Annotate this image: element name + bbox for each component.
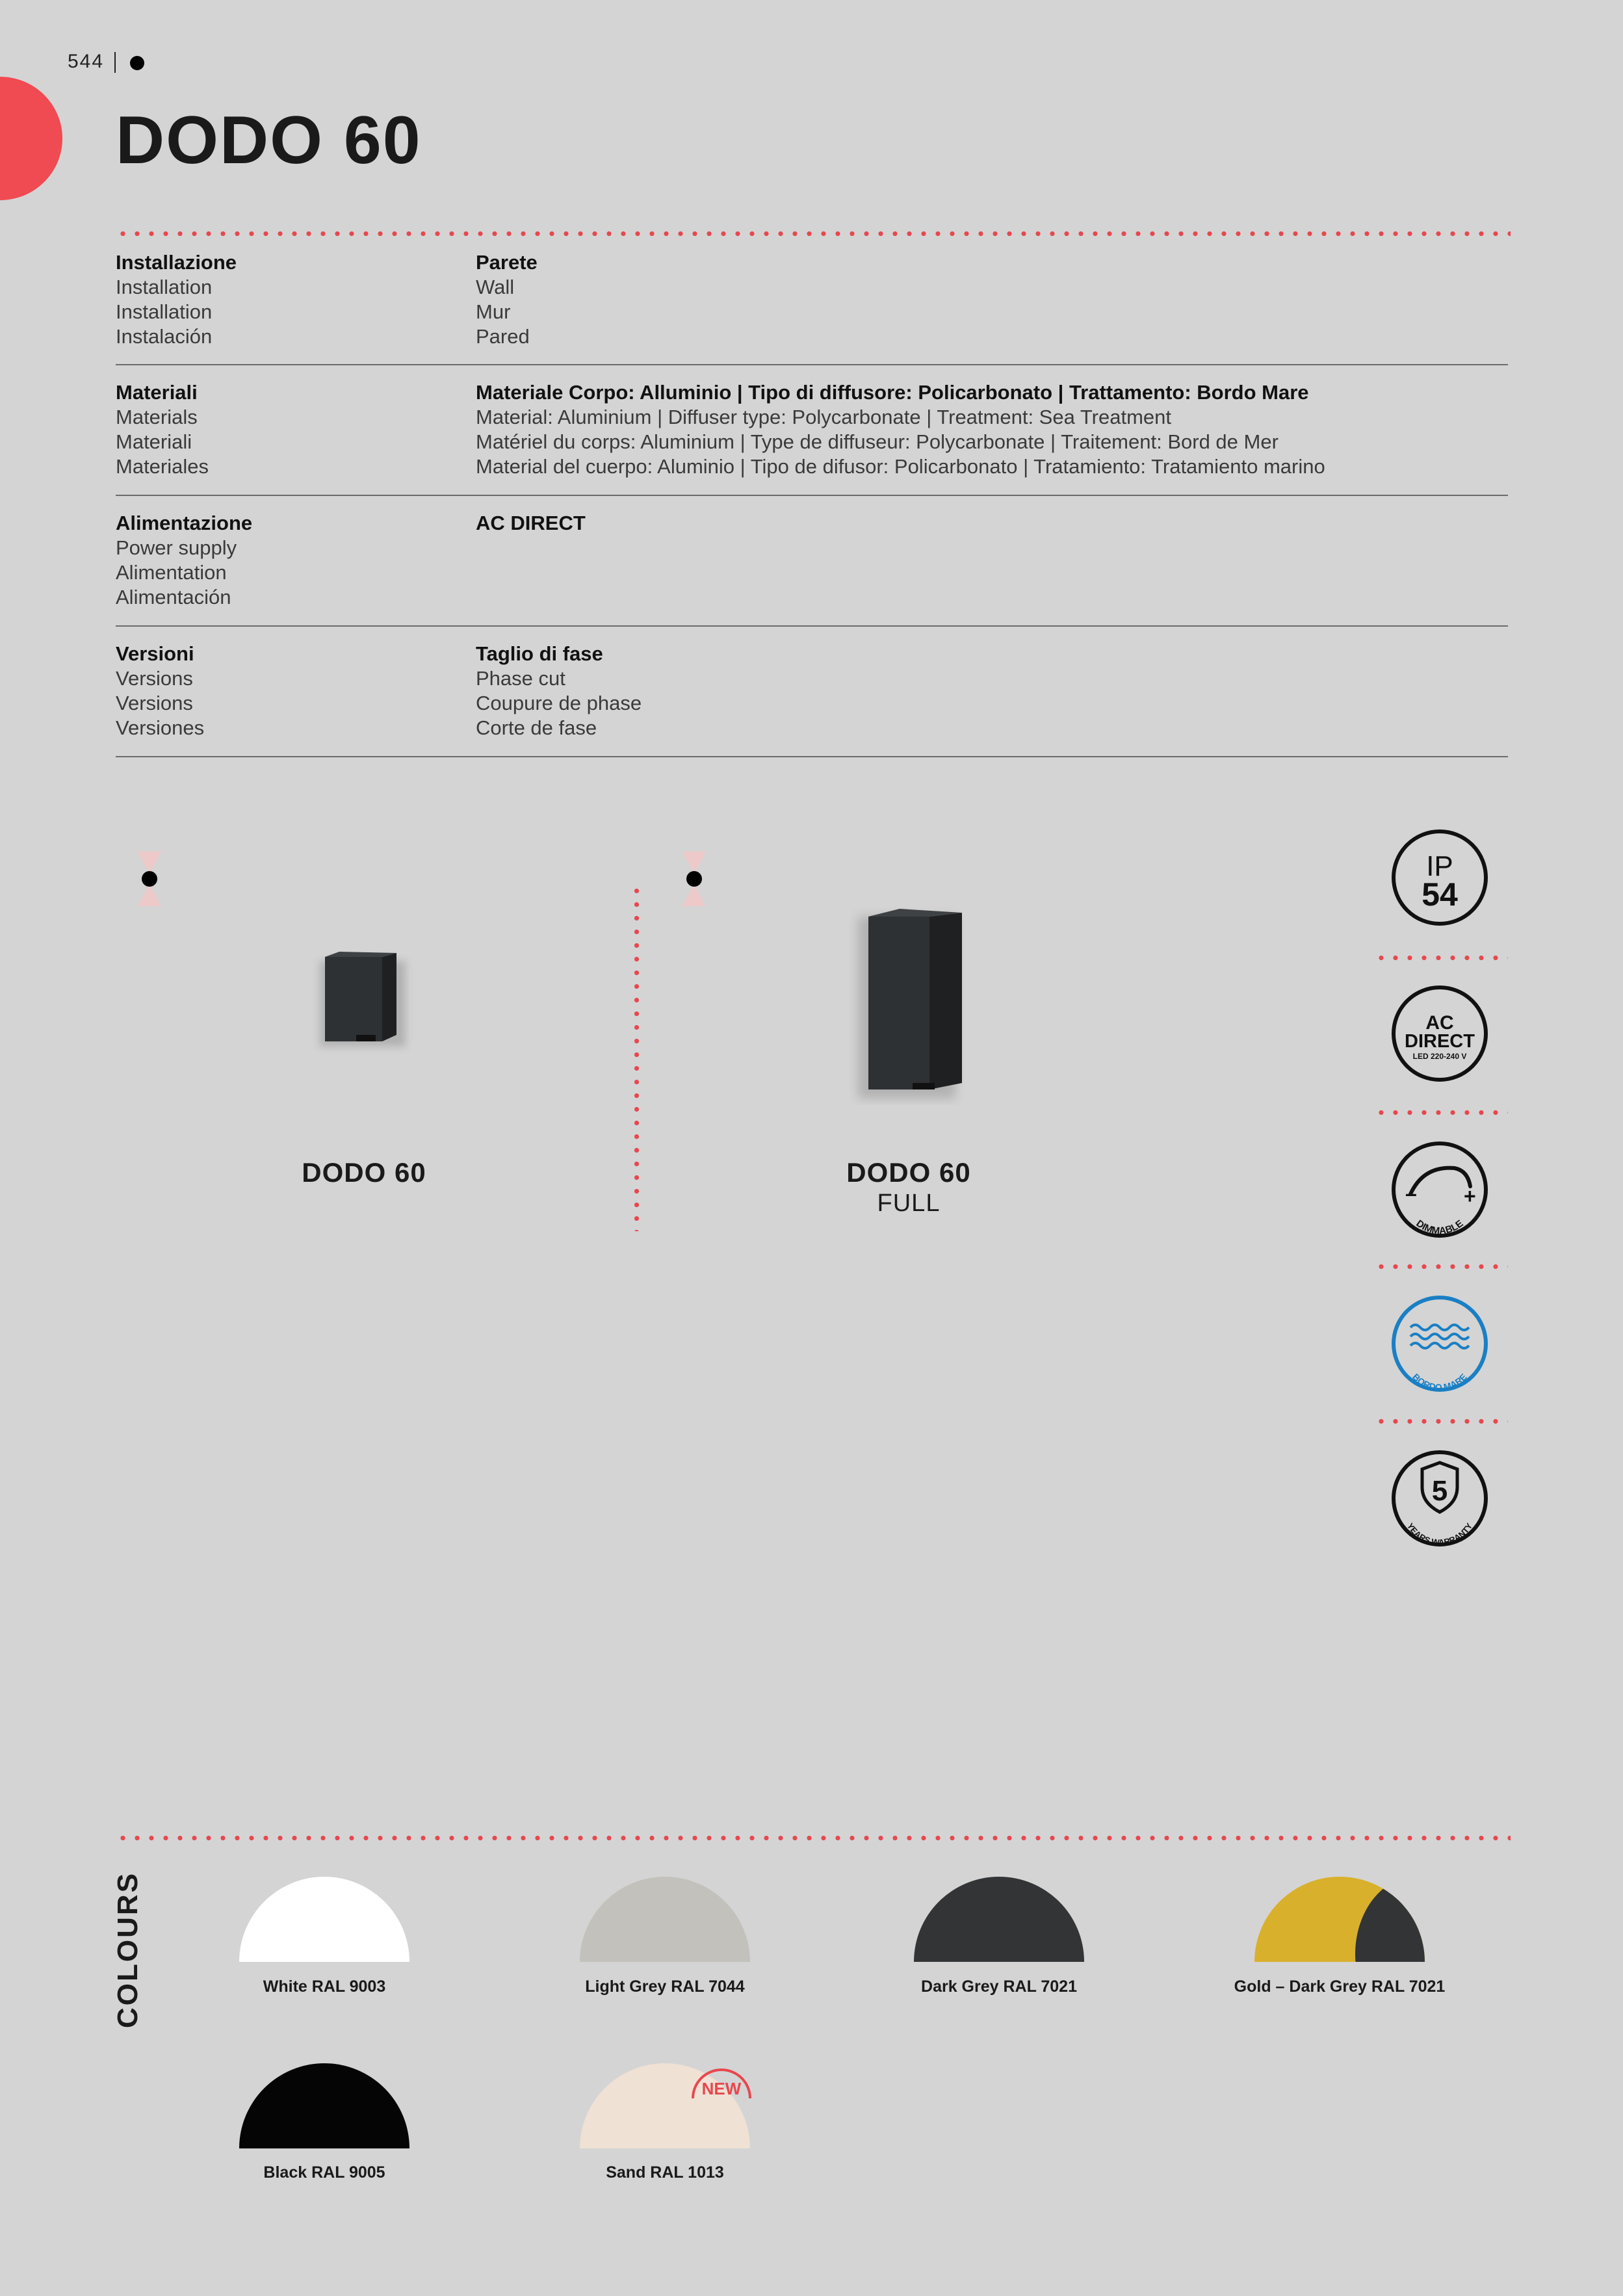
- spec-value: [476, 250, 538, 349]
- dimmable-label: DIMMABLE: [1414, 1218, 1466, 1237]
- spec-label-en: Versions: [116, 667, 193, 690]
- badge-divider-dotted: [1374, 1264, 1508, 1269]
- svg-text:YEARS WARRANTY: [1405, 1521, 1474, 1547]
- colour-label: Black RAL 9005: [263, 2163, 385, 2182]
- spec-value: [476, 511, 586, 536]
- spec-label: [116, 511, 252, 610]
- spec-label-es: Materiales: [116, 455, 209, 478]
- spec-label-it: Versioni: [116, 642, 194, 665]
- spec-divider: [116, 625, 1508, 627]
- ac-direct-icon: [1391, 985, 1488, 1082]
- spec-value-en: Wall: [476, 276, 515, 298]
- spec-label-fr: Versions: [116, 692, 193, 714]
- page-number-divider: [114, 52, 116, 73]
- colour-label: Sand RAL 1013: [606, 2163, 724, 2182]
- colour-swatch-black: [239, 2063, 409, 2148]
- spec-divider: [116, 364, 1508, 365]
- spec-label-en: Materials: [116, 406, 198, 428]
- spec-label: [116, 642, 204, 740]
- spec-label: [116, 250, 237, 349]
- product-name: DODO 60: [846, 1157, 971, 1188]
- new-label: NEW: [701, 2079, 742, 2098]
- spec-row-installation: [116, 250, 1508, 354]
- spec-label-es: Versiones: [116, 716, 205, 739]
- spec-label-fr: Materiali: [116, 430, 192, 453]
- spec-label-it: Materiali: [116, 381, 198, 404]
- colour-label: White RAL 9003: [263, 1977, 386, 1996]
- spec-value-es: Corte de fase: [476, 716, 597, 739]
- spec-row-versions: [116, 642, 1508, 746]
- warranty-label: YEARS WARRANTY: [1405, 1521, 1475, 1547]
- badge-divider-dotted: [1374, 1110, 1508, 1115]
- spec-label-en: Installation: [116, 276, 213, 298]
- ac-line2: DIRECT: [1405, 1031, 1475, 1052]
- spec-divider: [116, 495, 1508, 496]
- colour-swatch-dark-grey: [914, 1876, 1084, 1962]
- ip-label: IP: [1426, 850, 1453, 882]
- spec-label-it: Alimentazione: [116, 512, 253, 534]
- sea-treatment-icon: [1391, 1295, 1488, 1392]
- spec-label-es: Alimentación: [116, 586, 231, 608]
- page-dot-icon: [130, 56, 144, 70]
- colour-label: Gold – Dark Grey RAL 7021: [1234, 1977, 1446, 1996]
- spec-value-es: Pared: [476, 325, 530, 348]
- section-marker: [0, 77, 62, 200]
- spec-value: [476, 642, 642, 740]
- dimmable-icon: [1391, 1141, 1488, 1238]
- product-image-dodo-60: [305, 943, 422, 1060]
- colour-label: Dark Grey RAL 7021: [921, 1977, 1077, 1996]
- svg-text:–: –: [1405, 1182, 1417, 1205]
- spec-label: [116, 380, 209, 479]
- spec-value-en: Phase cut: [476, 667, 565, 690]
- spec-value-es: Material del cuerpo: Aluminio | Tipo de difusor: Policarbonato | Tratamiento: Tratamiento marino: [476, 455, 1325, 478]
- spec-value-en: Material: Aluminium | Diffuser type: Polycarbonate | Treatment: Sea Treatment: [476, 406, 1172, 428]
- spec-row-materials: [116, 380, 1508, 484]
- ac-line1: AC: [1425, 1012, 1454, 1034]
- svg-text:BORDO MARE: [1410, 1372, 1469, 1392]
- product-subtitle: FULL: [877, 1190, 941, 1217]
- ip-rating-icon: [1391, 829, 1488, 926]
- new-badge: [688, 2058, 755, 2104]
- colour-swatch-gold-dark-grey: [1254, 1876, 1425, 1962]
- product-name: DODO 60: [302, 1157, 426, 1188]
- spec-row-power-supply: [116, 511, 1508, 615]
- ac-line3: LED 220-240 V: [1412, 1052, 1467, 1061]
- colour-swatch-light-grey: [580, 1876, 750, 1962]
- warranty-icon: [1391, 1450, 1488, 1547]
- divider-dotted-colours: [116, 1836, 1511, 1840]
- sea-label: BORDO MARE: [1410, 1371, 1469, 1392]
- spec-value-fr: Mur: [476, 300, 511, 323]
- spec-label-en: Power supply: [116, 536, 237, 559]
- spec-label-fr: Installation: [116, 300, 213, 323]
- divider-dotted-top: [116, 231, 1511, 236]
- spec-label-it: Installazione: [116, 251, 237, 274]
- spec-label-fr: Alimentation: [116, 561, 227, 584]
- spec-value-fr: Matériel du corps: Aluminium | Type de diffuseur: Polycarbonate | Traitement: Bord de Mer: [476, 430, 1279, 453]
- colours-heading: COLOURS: [112, 1872, 144, 2028]
- warranty-years: 5: [1431, 1475, 1448, 1507]
- spec-divider: [116, 756, 1508, 757]
- spec-value-it: Taglio di fase: [476, 642, 603, 665]
- page-title: DODO 60: [116, 103, 422, 178]
- badge-divider-dotted: [1374, 1419, 1508, 1424]
- colour-swatch-white: [239, 1876, 409, 1962]
- light-emission-icon: [676, 846, 712, 911]
- spec-value-it: Parete: [476, 251, 538, 274]
- light-emission-icon: [131, 846, 168, 911]
- product-divider-dotted: [634, 884, 639, 1231]
- ip-value: 54: [1422, 876, 1458, 913]
- spec-label-es: Instalación: [116, 325, 213, 348]
- product-image-dodo-60-full: [845, 897, 975, 1105]
- colour-label: Light Grey RAL 7044: [585, 1977, 745, 1996]
- spec-value: [476, 380, 1325, 479]
- spec-value-it: AC DIRECT: [476, 512, 586, 534]
- badge-divider-dotted: [1374, 956, 1508, 960]
- spec-value-it: Materiale Corpo: Alluminio | Tipo di diffusore: Policarbonato | Trattamento: Bordo Mare: [476, 381, 1309, 404]
- page-number: 544: [68, 51, 105, 72]
- spec-value-fr: Coupure de phase: [476, 692, 642, 714]
- svg-text:+: +: [1464, 1184, 1476, 1208]
